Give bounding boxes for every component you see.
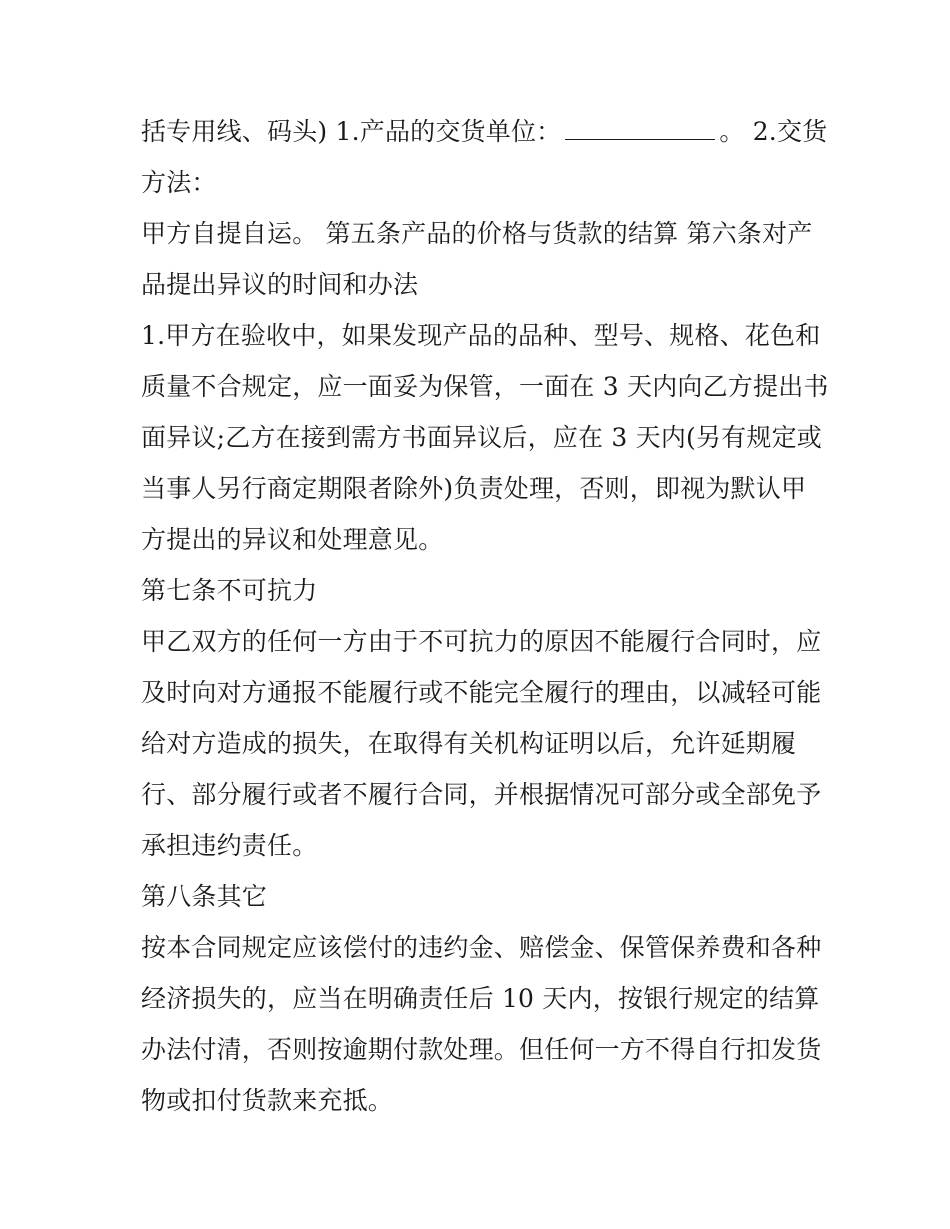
fill-in-blank xyxy=(565,113,715,140)
text-line: 1.甲方在验收中，如果发现产品的品种、型号、规格、花色和 xyxy=(141,321,821,350)
text-segment: 。 2.交货 xyxy=(719,117,828,146)
text-line: 物或扣付货款来充抵。 xyxy=(141,1086,394,1115)
text-line: 给对方造成的损失，在取得有关机构证明以后，允许延期履 xyxy=(141,729,797,758)
text-segment: 括专用线、码头) 1.产品的交货单位： xyxy=(141,117,562,146)
text-line: 及时向对方通报不能履行或不能完全履行的理由，以减轻可能 xyxy=(141,678,822,707)
text-line: 甲方自提自运。 第五条产品的价格与货款的结算 第六条对产 xyxy=(141,219,813,248)
text-line: 方提出的异议和处理意见。 xyxy=(141,525,444,554)
section-heading: 第八条其它 xyxy=(141,882,268,911)
text-line: 品提出异议的时间和办法 xyxy=(141,270,419,299)
text-line: 经济损失的，应当在明确责任后 10 天内，按银行规定的结算 xyxy=(141,984,820,1013)
text-line: 方法： xyxy=(141,168,217,197)
text-line: 质量不合规定，应一面妥为保管，一面在 3 天内向乙方提出书 xyxy=(141,372,829,401)
text-line: 办法付清，否则按逾期付款处理。但任何一方不得自行扣发货 xyxy=(141,1035,822,1064)
text-line: 当事人另行商定期限者除外)负责处理，否则，即视为默认甲 xyxy=(141,474,807,503)
text-line: 甲乙双方的任何一方由于不可抗力的原因不能履行合同时，应 xyxy=(141,627,822,656)
text-line: 承担违约责任。 xyxy=(141,831,318,860)
document-body xyxy=(141,106,829,1126)
text-line: 面异议;乙方在接到需方书面异议后，应在 3 天内(另有规定或 xyxy=(141,423,822,452)
text-line xyxy=(141,106,828,157)
section-heading: 第七条不可抗力 xyxy=(141,576,318,605)
text-line: 行、部分履行或者不履行合同，并根据情况可部分或全部免予 xyxy=(141,780,822,809)
text-line: 按本合同规定应该偿付的违约金、赔偿金、保管保养费和各种 xyxy=(141,933,822,962)
